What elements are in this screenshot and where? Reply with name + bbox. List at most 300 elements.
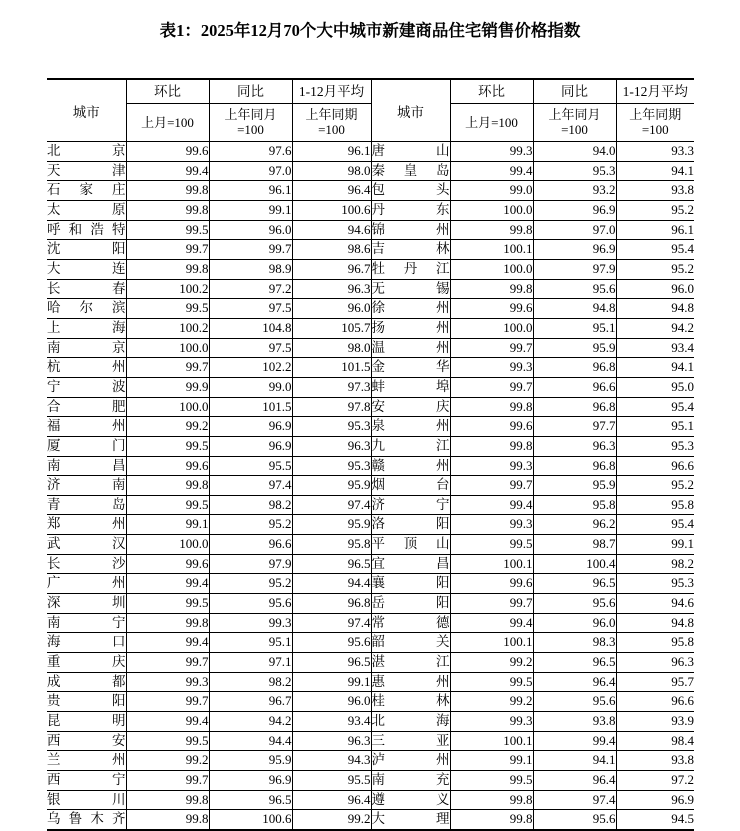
yoy-value-left: 97.0 [209,161,292,181]
mom-value-right: 99.8 [450,220,533,240]
table-row [47,279,694,299]
yoy-value-left: 102.2 [209,358,292,378]
mom-value-right: 99.2 [450,653,533,673]
mom-value-left: 99.7 [126,692,209,712]
yoy-value-left: 104.8 [209,318,292,338]
table-row [47,790,694,810]
mom-value-right: 100.0 [450,318,533,338]
avg-value-right: 94.6 [616,594,694,614]
yoy-value-right: 93.8 [533,712,616,732]
mom-value-left: 99.8 [126,790,209,810]
city-name-left: 厦 门 [47,436,126,456]
yoy-value-right: 95.3 [533,161,616,181]
mom-value-left: 99.5 [126,299,209,319]
table-row [47,181,694,201]
city-name-right: 南 充 [371,771,450,791]
yoy-value-left: 97.5 [209,338,292,358]
header-city-left: 城市 [47,79,126,142]
mom-value-left: 99.6 [126,456,209,476]
avg-value-right: 96.9 [616,790,694,810]
avg-value-left: 96.5 [292,554,371,574]
city-name-left: 长 沙 [47,554,126,574]
mom-value-right: 99.3 [450,358,533,378]
mom-value-left: 99.6 [126,554,209,574]
mom-value-left: 100.0 [126,397,209,417]
mom-value-left: 99.4 [126,633,209,653]
yoy-value-right: 93.2 [533,181,616,201]
yoy-value-right: 96.9 [533,240,616,260]
avg-value-right: 95.4 [616,397,694,417]
avg-value-left: 93.4 [292,712,371,732]
table-row [47,142,694,162]
header-mom-left: 环比 [126,79,209,104]
mom-value-left: 99.8 [126,200,209,220]
mom-value-left: 100.2 [126,279,209,299]
yoy-value-left: 99.3 [209,613,292,633]
yoy-value-left: 97.2 [209,279,292,299]
mom-value-right: 99.2 [450,692,533,712]
avg-value-left: 97.8 [292,397,371,417]
yoy-value-right: 96.9 [533,200,616,220]
yoy-value-right: 97.0 [533,220,616,240]
city-name-right: 金 华 [371,358,450,378]
city-name-left: 上 海 [47,318,126,338]
city-name-right: 锦 州 [371,220,450,240]
city-name-left: 广 州 [47,574,126,594]
header-row-primary [47,79,694,104]
mom-value-left: 99.3 [126,672,209,692]
city-name-left: 哈 尔 滨 [47,299,126,319]
table-row [47,712,694,732]
avg-value-right: 93.8 [616,181,694,201]
table-row [47,692,694,712]
avg-value-left: 96.0 [292,692,371,712]
avg-value-left: 96.1 [292,142,371,162]
yoy-value-right: 96.4 [533,771,616,791]
table-row [47,633,694,653]
city-name-left: 合 肥 [47,397,126,417]
city-name-left: 北 京 [47,142,126,162]
city-name-left: 宁 波 [47,377,126,397]
city-name-right: 徐 州 [371,299,450,319]
mom-value-left: 99.4 [126,574,209,594]
header-avg-left: 1-12月平均 [292,79,371,104]
yoy-value-left: 98.2 [209,495,292,515]
avg-value-right: 95.2 [616,476,694,496]
avg-value-right: 96.3 [616,653,694,673]
yoy-value-left: 95.2 [209,574,292,594]
city-name-left: 深 圳 [47,594,126,614]
mom-value-right: 99.6 [450,574,533,594]
yoy-value-left: 96.5 [209,790,292,810]
mom-value-right: 99.0 [450,181,533,201]
yoy-value-left: 95.9 [209,751,292,771]
mom-value-right: 99.5 [450,771,533,791]
mom-value-left: 99.4 [126,712,209,732]
yoy-value-left: 94.2 [209,712,292,732]
avg-value-left: 95.9 [292,476,371,496]
avg-value-right: 97.2 [616,771,694,791]
avg-value-left: 96.4 [292,181,371,201]
yoy-value-left: 97.6 [209,142,292,162]
mom-value-left: 99.5 [126,220,209,240]
yoy-value-right: 99.4 [533,731,616,751]
mom-value-left: 99.5 [126,436,209,456]
table-row [47,554,694,574]
yoy-value-right: 96.5 [533,574,616,594]
header-mom-right: 环比 [450,79,533,104]
city-name-left: 兰 州 [47,751,126,771]
mom-value-left: 99.8 [126,810,209,830]
avg-value-right: 95.4 [616,515,694,535]
yoy-value-left: 98.9 [209,259,292,279]
mom-value-right: 99.4 [450,613,533,633]
yoy-value-right: 96.8 [533,456,616,476]
mom-value-right: 99.6 [450,299,533,319]
table-row [47,613,694,633]
city-name-right: 丹 东 [371,200,450,220]
avg-value-left: 96.4 [292,790,371,810]
avg-value-left: 105.7 [292,318,371,338]
city-name-left: 乌 鲁 木 齐 [47,810,126,830]
mom-value-left: 99.7 [126,240,209,260]
header-city-right: 城市 [371,79,450,142]
table-row [47,594,694,614]
mom-value-left: 99.2 [126,417,209,437]
avg-value-right: 95.2 [616,259,694,279]
avg-value-left: 101.5 [292,358,371,378]
avg-value-right: 95.2 [616,200,694,220]
table-row [47,751,694,771]
city-name-left: 石 家 庄 [47,181,126,201]
mom-value-left: 100.0 [126,535,209,555]
mom-value-left: 99.4 [126,161,209,181]
yoy-value-right: 96.8 [533,397,616,417]
yoy-value-left: 96.0 [209,220,292,240]
city-name-left: 西 宁 [47,771,126,791]
avg-value-left: 95.8 [292,535,371,555]
header-yoy-left: 同比 [209,79,292,104]
avg-value-left: 98.6 [292,240,371,260]
mom-value-left: 99.8 [126,181,209,201]
table-row [47,259,694,279]
avg-value-right: 94.1 [616,358,694,378]
yoy-value-right: 95.1 [533,318,616,338]
table-row [47,417,694,437]
avg-value-right: 94.2 [616,318,694,338]
avg-value-right: 98.4 [616,731,694,751]
yoy-value-right: 98.3 [533,633,616,653]
avg-value-left: 99.2 [292,810,371,830]
avg-value-left: 96.5 [292,653,371,673]
yoy-value-right: 95.6 [533,692,616,712]
city-name-left: 贵 阳 [47,692,126,712]
table-row [47,358,694,378]
table-row [47,338,694,358]
yoy-value-right: 96.2 [533,515,616,535]
yoy-value-left: 96.9 [209,771,292,791]
city-name-left: 大 连 [47,259,126,279]
avg-value-left: 94.6 [292,220,371,240]
avg-value-left: 97.3 [292,377,371,397]
city-name-right: 宜 昌 [371,554,450,574]
yoy-value-left: 96.7 [209,692,292,712]
avg-value-left: 95.5 [292,771,371,791]
table-row [47,299,694,319]
avg-value-right: 95.3 [616,436,694,456]
avg-value-right: 96.1 [616,220,694,240]
city-name-left: 南 京 [47,338,126,358]
city-name-left: 西 安 [47,731,126,751]
city-name-right: 三 亚 [371,731,450,751]
yoy-value-left: 95.1 [209,633,292,653]
yoy-value-right: 96.5 [533,653,616,673]
city-name-left: 南 昌 [47,456,126,476]
city-name-right: 包 头 [371,181,450,201]
mom-value-right: 99.3 [450,515,533,535]
city-name-right: 泉 州 [371,417,450,437]
avg-value-right: 94.8 [616,613,694,633]
city-name-right: 牡 丹 江 [371,259,450,279]
mom-value-left: 99.2 [126,751,209,771]
yoy-value-left: 99.0 [209,377,292,397]
yoy-value-right: 95.6 [533,810,616,830]
avg-value-left: 94.4 [292,574,371,594]
mom-value-right: 99.7 [450,377,533,397]
city-name-right: 无 锡 [371,279,450,299]
yoy-value-left: 99.7 [209,240,292,260]
yoy-value-right: 96.6 [533,377,616,397]
yoy-value-right: 97.4 [533,790,616,810]
mom-value-right: 99.3 [450,456,533,476]
table-row [47,495,694,515]
city-name-left: 济 南 [47,476,126,496]
city-name-left: 沈 阳 [47,240,126,260]
yoy-value-right: 97.9 [533,259,616,279]
yoy-value-right: 97.7 [533,417,616,437]
city-name-right: 平 顶 山 [371,535,450,555]
mom-value-left: 99.8 [126,613,209,633]
avg-value-left: 97.4 [292,613,371,633]
table-row [47,653,694,673]
city-name-left: 杭 州 [47,358,126,378]
table-row [47,574,694,594]
mom-value-left: 99.8 [126,476,209,496]
mom-value-right: 99.8 [450,436,533,456]
city-name-right: 韶 关 [371,633,450,653]
avg-value-left: 95.6 [292,633,371,653]
mom-value-right: 99.7 [450,594,533,614]
avg-value-right: 93.9 [616,712,694,732]
avg-value-right: 93.3 [616,142,694,162]
table-row [47,456,694,476]
avg-value-right: 95.8 [616,633,694,653]
mom-value-left: 99.9 [126,377,209,397]
mom-value-right: 99.7 [450,476,533,496]
avg-value-right: 93.8 [616,751,694,771]
avg-value-right: 99.1 [616,535,694,555]
city-name-left: 重 庆 [47,653,126,673]
yoy-value-left: 97.4 [209,476,292,496]
yoy-value-left: 97.5 [209,299,292,319]
city-name-right: 常 德 [371,613,450,633]
yoy-value-left: 101.5 [209,397,292,417]
mom-value-right: 100.1 [450,731,533,751]
mom-value-right: 100.0 [450,200,533,220]
yoy-value-left: 96.1 [209,181,292,201]
avg-value-left: 95.9 [292,515,371,535]
avg-value-right: 96.0 [616,279,694,299]
header-avg-base-right: 上年同期 =100 [616,104,694,142]
yoy-value-left: 99.1 [209,200,292,220]
yoy-value-right: 95.9 [533,476,616,496]
mom-value-right: 99.4 [450,161,533,181]
city-name-right: 桂 林 [371,692,450,712]
header-mom-base-left: 上月=100 [126,104,209,142]
avg-value-left: 95.3 [292,417,371,437]
city-name-right: 遵 义 [371,790,450,810]
yoy-value-right: 95.6 [533,279,616,299]
city-name-left: 昆 明 [47,712,126,732]
avg-value-left: 96.3 [292,731,371,751]
mom-value-right: 99.5 [450,672,533,692]
table-row [47,377,694,397]
mom-value-right: 99.8 [450,790,533,810]
avg-value-right: 95.4 [616,240,694,260]
avg-value-left: 97.4 [292,495,371,515]
city-name-left: 武 汉 [47,535,126,555]
avg-value-left: 96.3 [292,279,371,299]
yoy-value-right: 94.1 [533,751,616,771]
city-name-left: 成 都 [47,672,126,692]
table-row [47,672,694,692]
city-name-right: 温 州 [371,338,450,358]
city-name-right: 洛 阳 [371,515,450,535]
city-name-right: 赣 州 [371,456,450,476]
yoy-value-left: 94.4 [209,731,292,751]
yoy-value-left: 100.6 [209,810,292,830]
mom-value-right: 99.8 [450,397,533,417]
avg-value-left: 96.3 [292,436,371,456]
mom-value-right: 99.8 [450,279,533,299]
yoy-value-right: 100.4 [533,554,616,574]
avg-value-left: 100.6 [292,200,371,220]
table-row [47,476,694,496]
yoy-value-left: 97.9 [209,554,292,574]
city-name-left: 太 原 [47,200,126,220]
yoy-value-right: 98.7 [533,535,616,555]
city-name-left: 呼 和 浩 特 [47,220,126,240]
header-mom-base-right: 上月=100 [450,104,533,142]
avg-value-right: 95.8 [616,495,694,515]
price-index-table-wrap [47,78,694,831]
city-name-right: 烟 台 [371,476,450,496]
yoy-value-left: 96.9 [209,436,292,456]
city-name-right: 惠 州 [371,672,450,692]
yoy-value-left: 95.6 [209,594,292,614]
yoy-value-right: 95.6 [533,594,616,614]
mom-value-right: 99.3 [450,142,533,162]
yoy-value-right: 94.0 [533,142,616,162]
header-yoy-right: 同比 [533,79,616,104]
city-name-left: 长 春 [47,279,126,299]
table-row [47,240,694,260]
avg-value-right: 94.1 [616,161,694,181]
city-name-right: 扬 州 [371,318,450,338]
mom-value-left: 100.0 [126,338,209,358]
avg-value-left: 96.8 [292,594,371,614]
city-name-right: 襄 阳 [371,574,450,594]
avg-value-left: 99.1 [292,672,371,692]
table-row [47,161,694,181]
avg-value-right: 94.5 [616,810,694,830]
mom-value-right: 99.4 [450,495,533,515]
city-name-right: 湛 江 [371,653,450,673]
avg-value-right: 95.7 [616,672,694,692]
table-row [47,220,694,240]
avg-value-right: 93.4 [616,338,694,358]
table-row [47,397,694,417]
table-row [47,810,694,830]
city-name-right: 安 庆 [371,397,450,417]
table-row [47,200,694,220]
avg-value-right: 94.8 [616,299,694,319]
mom-value-right: 99.1 [450,751,533,771]
city-name-left: 福 州 [47,417,126,437]
avg-value-left: 94.3 [292,751,371,771]
city-name-right: 九 江 [371,436,450,456]
city-name-left: 天 津 [47,161,126,181]
avg-value-right: 96.6 [616,456,694,476]
yoy-value-left: 96.9 [209,417,292,437]
city-name-right: 大 理 [371,810,450,830]
table-row [47,515,694,535]
yoy-value-right: 96.4 [533,672,616,692]
city-name-right: 蚌 埠 [371,377,450,397]
avg-value-left: 96.0 [292,299,371,319]
mom-value-left: 99.8 [126,259,209,279]
city-name-left: 郑 州 [47,515,126,535]
city-name-right: 泸 州 [371,751,450,771]
yoy-value-right: 94.8 [533,299,616,319]
avg-value-right: 98.2 [616,554,694,574]
table-row [47,771,694,791]
avg-value-right: 95.1 [616,417,694,437]
city-name-right: 济 宁 [371,495,450,515]
avg-value-left: 98.0 [292,161,371,181]
table-row [47,436,694,456]
table-row [47,318,694,338]
mom-value-left: 99.7 [126,653,209,673]
yoy-value-left: 97.1 [209,653,292,673]
avg-value-left: 98.0 [292,338,371,358]
mom-value-right: 100.1 [450,240,533,260]
avg-value-left: 95.3 [292,456,371,476]
yoy-value-right: 95.8 [533,495,616,515]
table-body [47,142,694,830]
city-name-right: 秦 皇 岛 [371,161,450,181]
yoy-value-right: 96.0 [533,613,616,633]
yoy-value-left: 98.2 [209,672,292,692]
header-avg-right: 1-12月平均 [616,79,694,104]
mom-value-left: 99.6 [126,142,209,162]
page-title: 表1：2025年12月70个大中城市新建商品住宅销售价格指数 [159,21,581,40]
mom-value-right: 99.7 [450,338,533,358]
city-name-right: 唐 山 [371,142,450,162]
header-yoy-base-left: 上年同月 =100 [209,104,292,142]
table-header [47,79,694,142]
avg-value-right: 95.0 [616,377,694,397]
